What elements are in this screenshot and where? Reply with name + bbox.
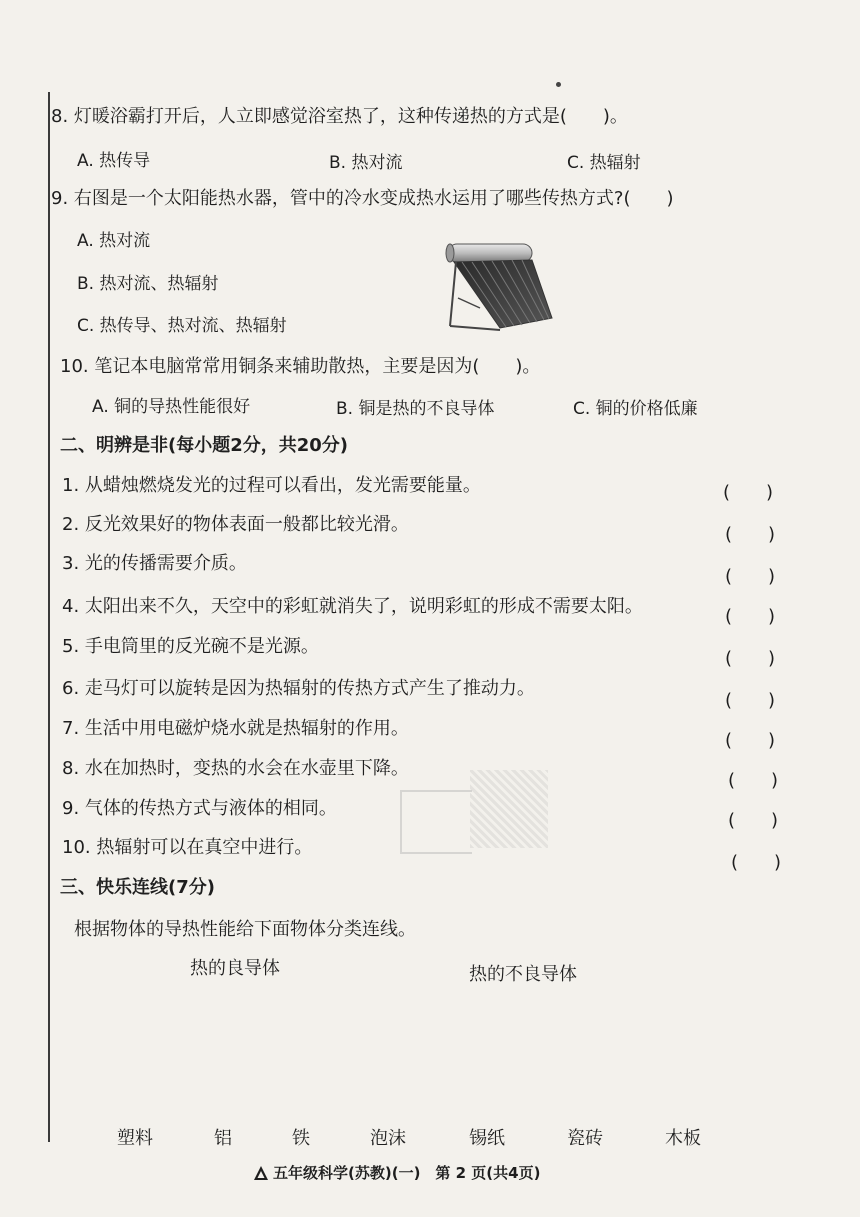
tf-item-4: 4. 太阳出来不久，天空中的彩虹就消失了，说明彩虹的形成不需要太阳。 xyxy=(62,596,643,617)
tf-item-8: 8. 水在加热时，变热的水会在水壶里下降。 xyxy=(62,758,409,779)
section3-title: 三、快乐连线(7分) xyxy=(60,877,215,898)
q10-stem: 10. 笔记本电脑常常用铜条来辅助散热，主要是因为( )。 xyxy=(60,356,541,377)
tf-answer-blank-2[interactable]: ( ) xyxy=(725,524,776,545)
tf-answer-blank-4[interactable]: ( ) xyxy=(725,606,776,627)
tf-answer-blank-3[interactable]: ( ) xyxy=(725,566,776,587)
tf-item-2: 2. 反光效果好的物体表面一般都比较光滑。 xyxy=(62,514,409,535)
bleed-through-diagram xyxy=(400,790,472,854)
tf-answer-blank-6[interactable]: ( ) xyxy=(725,690,776,711)
q8-option-a: A. 热传导 xyxy=(77,151,151,171)
page-footer xyxy=(253,1162,540,1183)
category-poor-conductor: 热的不良导体 xyxy=(469,964,577,985)
q10-option-c: C. 铜的价格低廉 xyxy=(573,399,698,419)
q8-option-b: B. 热对流 xyxy=(329,153,403,173)
q9-option-c: C. 热传导、热对流、热辐射 xyxy=(77,316,287,336)
print-speck xyxy=(556,82,561,87)
tf-item-10: 10. 热辐射可以在真空中进行。 xyxy=(62,837,313,858)
material-item[interactable]: 铁 xyxy=(292,1128,310,1149)
material-item[interactable]: 木板 xyxy=(665,1128,701,1149)
tf-item-6: 6. 走马灯可以旋转是因为热辐射的传热方式产生了推动力。 xyxy=(62,678,535,699)
q8-option-c: C. 热辐射 xyxy=(567,153,641,173)
solar-water-heater-image xyxy=(440,238,555,333)
material-item[interactable]: 铝 xyxy=(214,1128,232,1149)
tf-answer-blank-5[interactable]: ( ) xyxy=(725,648,776,669)
section2-title: 二、明辨是非(每小题2分，共20分) xyxy=(60,435,349,456)
bleed-through-qr-code xyxy=(470,770,548,848)
footer-text: 五年级科学(苏教)(一) 第 2 页(共4页) xyxy=(273,1164,541,1182)
category-good-conductor: 热的良导体 xyxy=(190,958,280,979)
tf-item-9: 9. 气体的传热方式与液体的相同。 xyxy=(62,798,337,819)
q10-option-b: B. 铜是热的不良导体 xyxy=(336,399,495,419)
q9-option-a: A. 热对流 xyxy=(77,231,151,251)
material-item[interactable]: 塑料 xyxy=(117,1128,153,1149)
tf-item-1: 1. 从蜡烛燃烧发光的过程可以看出，发光需要能量。 xyxy=(62,475,481,496)
publisher-logo-icon xyxy=(253,1165,269,1181)
tf-answer-blank-10[interactable]: ( ) xyxy=(731,852,782,873)
section3-instruction: 根据物体的导热性能给下面物体分类连线。 xyxy=(74,919,416,940)
materials-row xyxy=(0,1124,860,1150)
tf-answer-blank-9[interactable]: ( ) xyxy=(728,810,779,831)
tf-item-3: 3. 光的传播需要介质。 xyxy=(62,553,247,574)
tf-answer-blank-7[interactable]: ( ) xyxy=(725,730,776,751)
material-item[interactable]: 瓷砖 xyxy=(567,1128,603,1149)
q10-option-a: A. 铜的导热性能很好 xyxy=(92,397,251,417)
material-item[interactable]: 锡纸 xyxy=(469,1128,505,1149)
q9-stem: 9. 右图是一个太阳能热水器，管中的冷水变成热水运用了哪些传热方式?( ) xyxy=(51,188,674,209)
tf-item-5: 5. 手电筒里的反光碗不是光源。 xyxy=(62,636,319,657)
binding-line xyxy=(48,92,50,1142)
q8-stem: 8. 灯暖浴霸打开后，人立即感觉浴室热了，这种传递热的方式是( )。 xyxy=(51,106,628,127)
tf-answer-blank-1[interactable]: ( ) xyxy=(723,482,774,503)
tf-answer-blank-8[interactable]: ( ) xyxy=(728,770,779,791)
q9-option-b: B. 热对流、热辐射 xyxy=(77,274,219,294)
tf-item-7: 7. 生活中用电磁炉烧水就是热辐射的作用。 xyxy=(62,718,409,739)
material-item[interactable]: 泡沫 xyxy=(370,1128,406,1149)
